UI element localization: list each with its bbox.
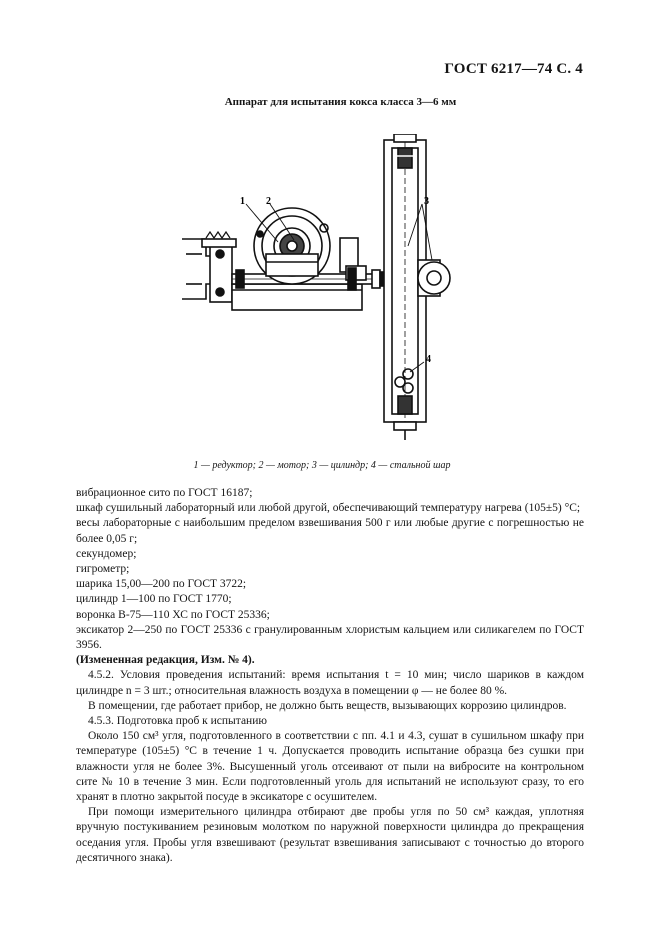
callout-1: 1 xyxy=(240,196,245,207)
figure-caption: 1 — редуктор; 2 — мотор; 3 — цилиндр; 4 — стальной шар xyxy=(193,460,451,471)
section-4-5-2: 4.5.2. Условия проведения испытаний: время испытания t = 10 мин; число шариков в каждом цилиндре n = 3 шт.; относительная влажность воздуха в помещении φ — не более 80 %. xyxy=(76,669,584,697)
apparatus-drawing xyxy=(172,134,472,444)
list-item: шкаф сушильный лабораторный или любой другой, обеспечивающий температуру нагрева (105±5) °С; xyxy=(76,502,581,515)
list-item: секундомер; xyxy=(76,547,137,560)
measure-paragraph: При помощи измерительного цилиндра отбирают две пробы угля по 50 см³ каждая, уплотняя вручную постукиванием резиновым молотком по наружной поверхности цилиндра до прекращения оседания угля. Пробы угля взвешивают (результат взвешивания записывают с точностью до второго десятичного знака). xyxy=(76,806,584,864)
list-item: эксикатор 2—250 по ГОСТ 25336 с гранулированным хлористым кальцием или силикагелем по ГОСТ 3956. xyxy=(76,623,584,652)
body-text xyxy=(76,486,584,866)
page-header-ref: ГОСТ 6217—74 С. 4 xyxy=(444,61,583,77)
list-item: гигрометр; xyxy=(76,563,130,576)
callout-2: 2 xyxy=(266,196,271,207)
callout-4: 4 xyxy=(426,354,431,365)
callout-3: 3 xyxy=(424,196,429,207)
list-item: цилиндр 1—100 по ГОСТ 1770; xyxy=(76,593,232,606)
section-4-5-3: 4.5.3. Подготовка проб к испытанию xyxy=(88,715,267,728)
list-item: весы лабораторные с наибольшим пределом взвешивания 500 г или любые другие с погрешностью не более 0,05 г; xyxy=(76,517,584,545)
amendment-note: (Измененная редакция, Изм. № 4). xyxy=(76,654,255,667)
list-item: воронка В-75—110 ХС по ГОСТ 25336; xyxy=(76,608,270,621)
list-item: вибрационное сито по ГОСТ 16187; xyxy=(76,487,253,499)
sample-paragraph: Около 150 см³ угля, подготовленного в соответствии с пп. 4.1 и 4.3, сушат в сушильном шкафу при температуре (105±5) °С в течение 1 ч. Допускается проводить испытание образца без сушки при влажности угля не более 3%. Высушенный уголь отсеивают от пыли на вибросите на контрольном сите № 10 в течение 3 мин. Если подготовленный уголь для испытаний не используют сразу, то его хранят в плотно закрытой посуде в эксикаторе с осушителем. xyxy=(76,730,584,804)
figure-title: Аппарат для испытания кокса класса 3—6 мм xyxy=(224,96,457,108)
list-item: шарика 15,00—200 по ГОСТ 3722; xyxy=(76,578,247,591)
room-paragraph: В помещении, где работает прибор, не должно быть веществ, вызывающих коррозию цилиндров. xyxy=(88,699,567,712)
